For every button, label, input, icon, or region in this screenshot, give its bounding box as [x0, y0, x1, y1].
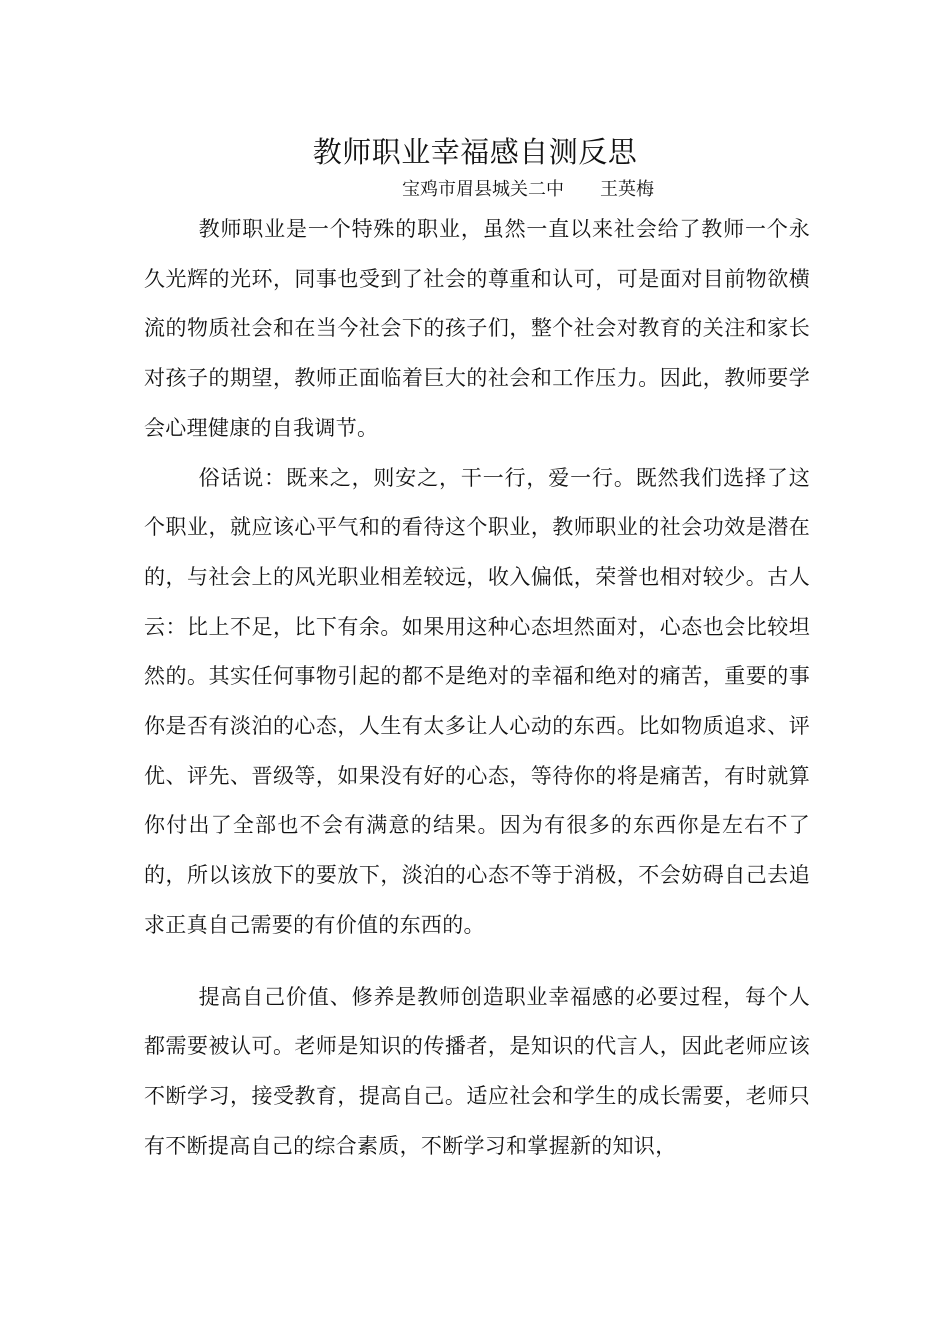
- paragraph-2: 俗话说：既来之，则安之，干一行，爱一行。既然我们选择了这个职业，就应该心平气和的看待这个职业，教师职业的社会功效是潜在的，与社会上的风光职业相差较远，收入偏低，荣誉也相对较少。古人云：比上不足，比下有余。如果用这种心态坦然面对，心态也会比较坦然的。其实任何事物引起的都不是绝对的幸福和绝对的痛苦，重要的事你是否有淡泊的心态，人生有太多让人心动的东西。比如物质追求、评优、评先、晋级等，如果没有好的心态，等待你的将是痛苦，有时就算你付出了全部也不会有满意的结果。因为有很多的东西你是左右不了的，所以该放下的要放下，淡泊的心态不等于消极，不会妨碍自己去追求正真自己需要的有价值的东西的。: [144, 465, 810, 937]
- paragraph-1: 教师职业是一个特殊的职业，虽然一直以来社会给了教师一个永久光辉的光环，同事也受到了社会的尊重和认可，可是面对目前物欲横流的物质社会和在当今社会下的孩子们，整个社会对教育的关注和家长对孩子的期望，教师正面临着巨大的社会和工作压力。因此，教师要学会心理健康的自我调节。: [144, 217, 810, 440]
- document-title: 教师职业幸福感自测反思: [312, 135, 638, 169]
- paragraph-3: 提高自己价值、修养是教师创造职业幸福感的必要过程，每个人都需要被认可。老师是知识的传播者，是知识的代言人，因此老师应该不断学习，接受教育，提高自己。适应社会和学生的成长需要，老师只有不断提高自己的综合素质，不断学习和掌握新的知识，: [144, 984, 810, 1158]
- document-body: [144, 205, 810, 1171]
- author-byline: 宝鸡市眉县城关二中 王英梅: [402, 179, 654, 200]
